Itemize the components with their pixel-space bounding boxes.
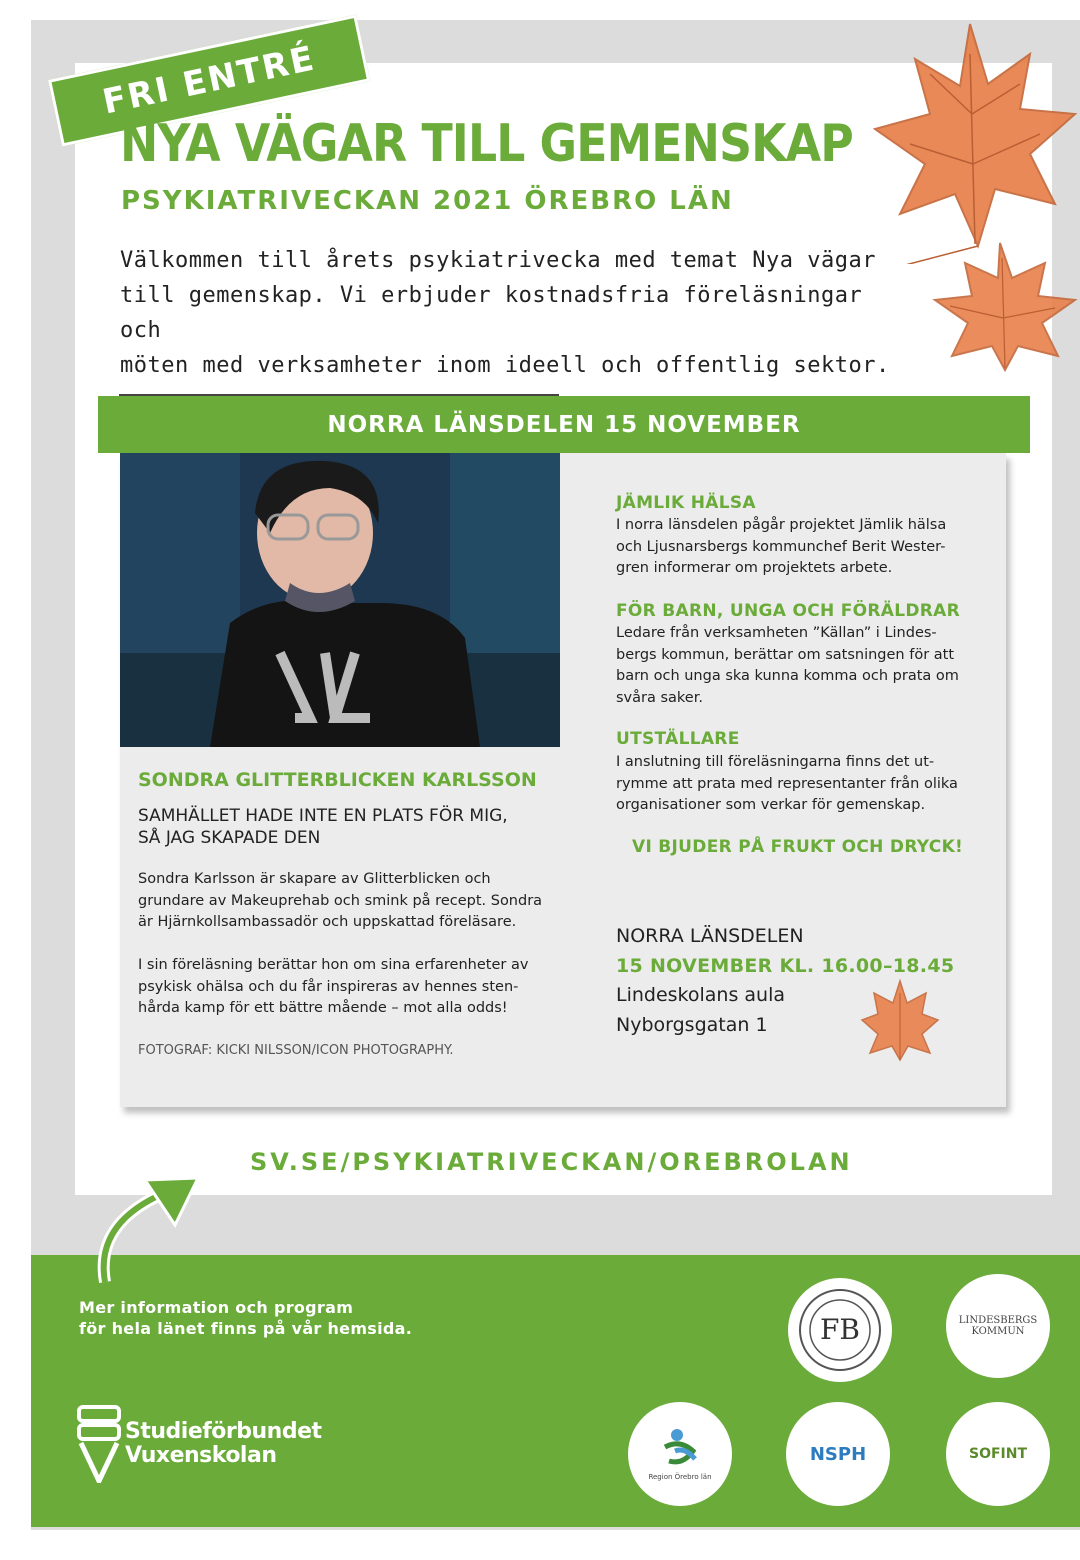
nsph-text: NSPH — [809, 1443, 867, 1465]
autumn-leaf-large-icon — [870, 14, 1080, 264]
partner-logo-sofint — [946, 1402, 1050, 1506]
section-heading-jamlik-halsa: JÄMLIK HÄLSA — [616, 493, 756, 513]
talk-line: I sin föreläsning berättar hon om sina erfarenheter av — [138, 957, 529, 973]
speaker-photo — [120, 453, 560, 747]
speaker-talk-description — [138, 955, 563, 1020]
more-info-line: för hela länet finns på vår hemsida. — [79, 1319, 413, 1338]
org-name-line: Studieförbundet — [125, 1419, 322, 1444]
venue-place: Lindeskolans aula — [616, 984, 786, 1006]
region-text: Region Örebro län — [648, 1473, 712, 1481]
venue-datetime: 15 NOVEMBER KL. 16.00–18.45 — [616, 954, 955, 977]
autumn-leaf-tiny-icon — [860, 978, 940, 1063]
seal-icon — [795, 1285, 885, 1375]
talk-line: hårda kamp för ett bättre mående – mot alla odds! — [138, 1000, 508, 1016]
speaker-quote — [138, 805, 558, 849]
more-info-line: Mer information och program — [79, 1298, 354, 1317]
org-name-line: Vuxenskolan — [125, 1443, 277, 1468]
footer — [31, 1255, 1080, 1527]
intro-line: Välkommen till årets psykiatrivecka med temat Nya vägar — [120, 248, 876, 273]
website-link[interactable]: SV.SE/PSYKIATRIVECKAN/OREBROLAN — [250, 1148, 853, 1176]
section-heading-utstallare: UTSTÄLLARE — [616, 729, 740, 749]
venue-region: NORRA LÄNSDELEN — [616, 925, 804, 947]
bio-line: är Hjärnkollsambassadör och uppskattad föreläsare. — [138, 914, 517, 930]
section-line: bergs kommun, berättar om satsningen för att — [616, 646, 955, 663]
section-heading-barn-unga: FÖR BARN, UNGA OCH FÖRÄLDRAR — [616, 601, 961, 621]
sofint-text: SOFINT — [968, 1445, 1028, 1462]
partner-logo-nsph — [786, 1402, 890, 1506]
quote-line: SAMHÄLLET HADE INTE EN PLATS FÖR MIG, — [138, 806, 508, 826]
section-line: I anslutning till föreläsningarna finns det ut- — [616, 754, 935, 770]
intro-line: möten med verksamheter inom ideell och offentlig sektor. — [120, 353, 890, 378]
page-subtitle: PSYKIATRIVECKAN 2021 ÖREBRO LÄN — [121, 186, 734, 216]
section-line: och Ljusnarsbergs kommunchef Berit Wester- — [616, 538, 946, 555]
speaker-bio — [138, 869, 563, 934]
section-line: barn och unga ska kunna komma och prata om — [616, 668, 959, 684]
region-logo-icon — [655, 1427, 705, 1469]
bio-line: grundare av Makeuprehab och smink på recept. Sondra — [138, 892, 543, 909]
section-text-jamlik-halsa — [616, 515, 991, 580]
quote-line: SÅ JAG SKAPADE DEN — [138, 828, 321, 848]
bio-line: Sondra Karlsson är skapare av Glitterblicken och — [138, 871, 491, 887]
intro-text — [120, 243, 900, 383]
section-line: svåra saker. — [616, 689, 703, 706]
event-banner: NORRA LÄNSDELEN 15 NOVEMBER — [98, 396, 1030, 453]
sv-logo-icon — [77, 1405, 121, 1483]
refreshments-note: VI BJUDER PÅ FRUKT OCH DRYCK! — [632, 837, 964, 857]
section-line: I norra länsdelen pågår projektet Jämlik hälsa — [616, 517, 947, 533]
talk-line: psykisk ohälsa och du får inspireras av hennes sten- — [138, 978, 519, 995]
photo-credit: FOTOGRAF: KICKI NILSSON/ICON PHOTOGRAPHY. — [138, 1043, 454, 1058]
more-info-text — [79, 1297, 479, 1339]
section-line: Ledare från verksamheten ”Källan” i Lindes- — [616, 625, 937, 641]
free-entry-badge: FRI ENTRÉ — [48, 15, 370, 147]
curved-arrow-icon — [90, 1170, 205, 1290]
section-text-utstallare — [616, 752, 991, 817]
org-name — [125, 1420, 322, 1468]
intro-line: till gemenskap. Vi erbjuder kostnadsfria föreläsningar och — [120, 283, 863, 343]
section-line: gren informerar om projektets arbete. — [616, 560, 893, 576]
svg-text:FB: FB — [819, 1313, 861, 1346]
lindesberg-text: LINDESBERGS KOMMUN — [958, 1315, 1038, 1337]
autumn-leaf-small-icon — [930, 238, 1080, 373]
section-line: organisationer som verkar för gemenskap. — [616, 797, 926, 813]
section-line: rymme att prata med representanter från olika — [616, 775, 958, 792]
partner-logo-seal — [788, 1278, 892, 1382]
partner-logo-region — [628, 1402, 732, 1506]
studieforbundet-logo — [77, 1405, 322, 1483]
speaker-name: SONDRA GLITTERBLICKEN KARLSSON — [138, 769, 537, 791]
venue-address: Nyborgsgatan 1 — [616, 1013, 768, 1036]
section-text-barn-unga — [616, 623, 991, 709]
partner-logo-lindesberg — [946, 1274, 1050, 1378]
page-title: NYA VÄGAR TILL GEMENSKAP — [120, 114, 853, 174]
